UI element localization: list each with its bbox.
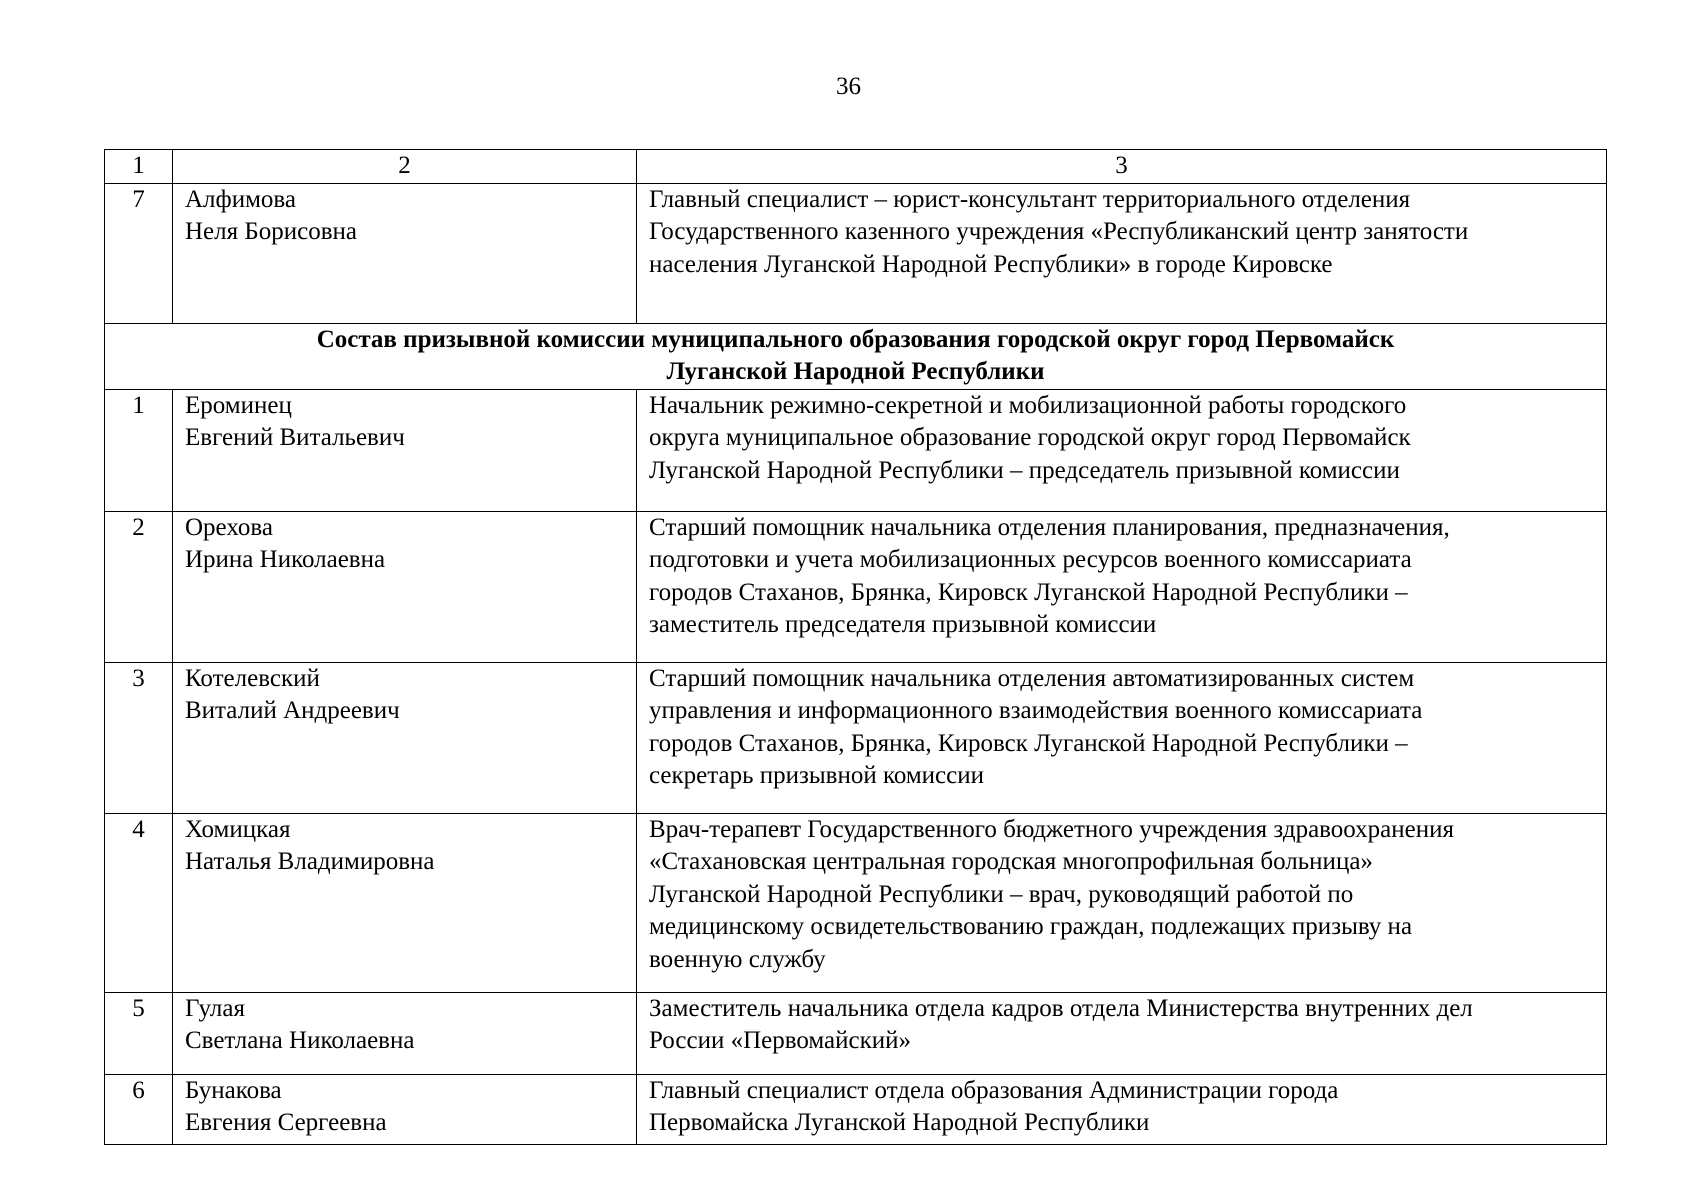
member-given-names: Светлана Николаевна xyxy=(185,1027,415,1054)
member-surname: Котелевский xyxy=(185,664,320,692)
row-number: 4 xyxy=(105,813,173,992)
position-line: заместитель председателя призывной комиссии xyxy=(649,611,1157,638)
position-line: Начальник режимно-секретной и мобилизационной работы городского xyxy=(649,391,1407,419)
position-line: Луганской Народной Республики – председатель призывной комиссии xyxy=(649,456,1400,484)
column-number-3: 3 xyxy=(637,150,1607,184)
member-given-names: Евгения Сергеевна xyxy=(185,1109,387,1136)
column-number-2: 2 xyxy=(173,150,637,184)
member-name xyxy=(173,1074,637,1144)
table-row xyxy=(105,992,1607,1074)
position-line: Старший помощник начальника отделения автоматизированных систем xyxy=(649,664,1415,692)
table-row xyxy=(105,183,1607,323)
position-line: городов Стаханов, Брянка, Кировск Луганской Народной Республики – xyxy=(649,578,1408,606)
position-line: Врач-терапевт Государственного бюджетного учреждения здравоохранения xyxy=(649,815,1455,843)
member-surname: Ероминец xyxy=(185,391,292,419)
member-given-names: Неля Борисовна xyxy=(185,218,357,245)
member-name xyxy=(173,662,637,813)
member-given-names: Наталья Владимировна xyxy=(185,848,435,875)
position-line: управления и информационного взаимодействия военного комиссариата xyxy=(649,697,1423,724)
member-position xyxy=(637,662,1607,813)
row-number: 1 xyxy=(105,389,173,511)
row-number: 6 xyxy=(105,1074,173,1144)
row-number: 7 xyxy=(105,183,173,323)
column-number-1: 1 xyxy=(105,150,173,184)
member-name xyxy=(173,813,637,992)
position-line: «Стахановская центральная городская многопрофильная больница» xyxy=(649,848,1373,875)
row-number: 2 xyxy=(105,511,173,662)
position-line: военную службу xyxy=(649,945,826,973)
commission-table xyxy=(104,149,1607,1145)
member-surname: Бунакова xyxy=(185,1076,282,1104)
column-number-row xyxy=(105,150,1607,184)
page-number: 36 xyxy=(836,73,861,100)
position-line: округа муниципальное образование городской округ город Первомайск xyxy=(649,424,1411,451)
member-position xyxy=(637,1074,1607,1144)
position-line: медицинскому освидетельствованию граждан, подлежащих призыву на xyxy=(649,913,1413,940)
member-name xyxy=(173,183,637,323)
table-row xyxy=(105,813,1607,992)
member-name xyxy=(173,511,637,662)
row-number: 3 xyxy=(105,662,173,813)
position-line: Заместитель начальника отдела кадров отдела Министерства внутренних дел xyxy=(649,994,1473,1022)
member-surname: Гулая xyxy=(185,994,245,1022)
section-row xyxy=(105,323,1607,389)
section-title-line: Луганской Народной Республики xyxy=(666,358,1045,385)
member-given-names: Евгений Витальевич xyxy=(185,424,405,451)
position-line: России «Первомайский» xyxy=(649,1027,912,1054)
position-line: населения Луганской Народной Республики» в городе Кировске xyxy=(649,250,1333,278)
position-line: Главный специалист отдела образования Администрации города xyxy=(649,1076,1339,1104)
position-line: Государственного казенного учреждения «Республиканский центр занятости xyxy=(649,218,1469,245)
table-row xyxy=(105,389,1607,511)
member-given-names: Виталий Андреевич xyxy=(185,697,400,724)
position-line: Главный специалист – юрист-консультант территориального отделения xyxy=(649,185,1411,213)
table-row xyxy=(105,1074,1607,1144)
position-line: Первомайска Луганской Народной Республики xyxy=(649,1109,1150,1136)
position-line: Старший помощник начальника отделения планирования, предназначения, xyxy=(649,513,1450,541)
member-position xyxy=(637,511,1607,662)
row-number: 5 xyxy=(105,992,173,1074)
member-position xyxy=(637,813,1607,992)
position-line: городов Стаханов, Брянка, Кировск Луганской Народной Республики – xyxy=(649,729,1408,757)
member-name xyxy=(173,389,637,511)
member-position xyxy=(637,992,1607,1074)
member-position xyxy=(637,389,1607,511)
position-line: подготовки и учета мобилизационных ресурсов военного комиссариата xyxy=(649,546,1412,573)
position-line: Луганской Народной Республики – врач, руководящий работой по xyxy=(649,880,1354,908)
member-surname: Орехова xyxy=(185,513,273,541)
member-position xyxy=(637,183,1607,323)
table-row xyxy=(105,511,1607,662)
section-title-line: Состав призывной комиссии муниципального образования городской округ город Первомайск xyxy=(316,325,1395,353)
section-title xyxy=(105,323,1607,389)
table-row xyxy=(105,662,1607,813)
member-surname: Алфимова xyxy=(185,185,296,213)
member-given-names: Ирина Николаевна xyxy=(185,546,386,573)
member-surname: Хомицкая xyxy=(185,815,291,843)
member-name xyxy=(173,992,637,1074)
position-line: секретарь призывной комиссии xyxy=(649,762,985,789)
